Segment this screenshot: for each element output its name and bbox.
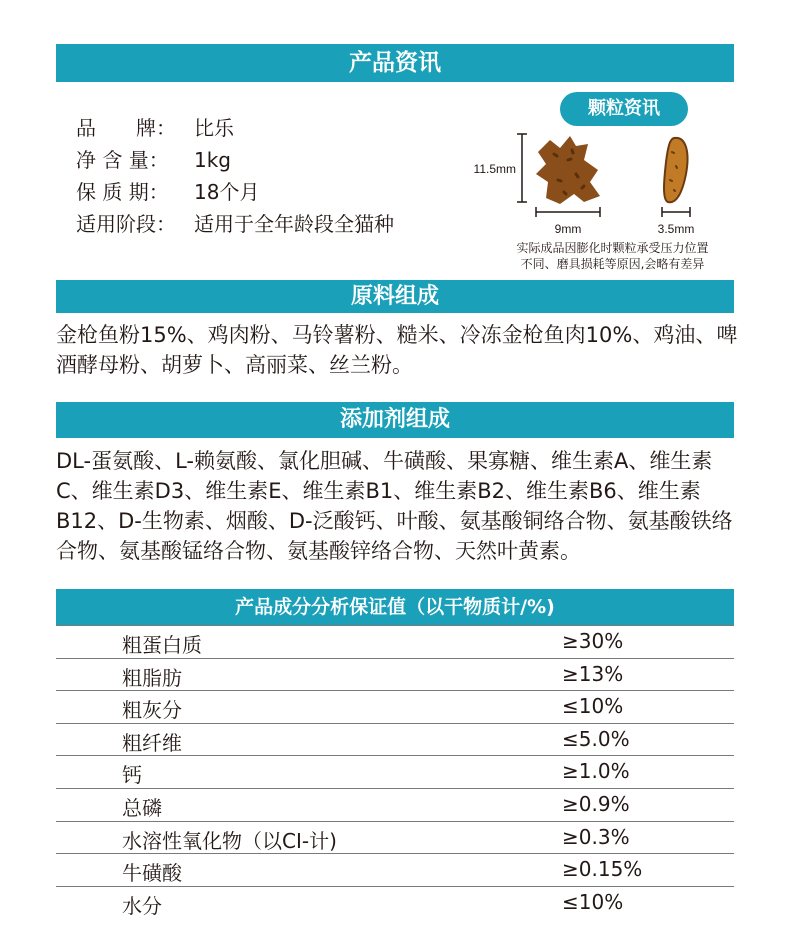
- nutrient-name: 粗灰分: [122, 698, 182, 723]
- nutrient-value: ≥13%: [562, 661, 624, 686]
- granule-info-badge: 颗粒资讯: [560, 92, 688, 126]
- info-value: 适用于全年龄段全猫种: [194, 212, 394, 236]
- table-row: [56, 854, 734, 887]
- product-info-header: 产品资讯: [56, 44, 734, 82]
- nutrient-name: 水分: [122, 893, 162, 918]
- info-row-shelf-life: [76, 177, 259, 207]
- ingredients-text: 金枪鱼粉15%、鸡肉粉、马铃薯粉、糙米、冷冻金枪鱼肉10%、鸡油、啤酒酵母粉、胡萝卜、高丽菜、丝兰粉。: [56, 323, 738, 377]
- width-label: 9mm: [554, 222, 582, 236]
- nutrient-value: ≤10%: [562, 694, 624, 719]
- nutrient-name: 粗纤维: [122, 730, 182, 755]
- nutrient-name: 粗蛋白质: [122, 633, 202, 657]
- height-label: 11.5mm: [473, 162, 516, 176]
- nutrient-name: 水溶性氧化物（以CI-计): [122, 828, 337, 853]
- thickness-label: 3.5mm: [657, 222, 695, 236]
- table-row: [56, 887, 734, 919]
- info-row-brand: [76, 113, 234, 143]
- analysis-header: 产品成分分析保证值（以干物质计/%): [56, 589, 734, 625]
- info-value: 1kg: [194, 148, 232, 172]
- analysis-table: [56, 625, 734, 918]
- table-row: [56, 756, 734, 789]
- table-row: [56, 625, 734, 659]
- table-row: [56, 659, 734, 692]
- table-row: [56, 822, 734, 855]
- info-value: 18个月: [194, 180, 260, 204]
- star-kibble-icon: [536, 136, 600, 204]
- granule-note-line1: 实际成品因膨化时颗粒承受压力位置: [516, 241, 709, 255]
- nutrient-value: ≥1.0%: [562, 759, 630, 784]
- table-row: [56, 789, 734, 822]
- nutrient-value: ≤10%: [562, 889, 624, 914]
- nutrient-value: ≥0.9%: [562, 791, 630, 816]
- nutrient-name: 牛磺酸: [122, 861, 182, 886]
- granule-note-line2: 不同、磨具损耗等原因,会略有差异: [520, 257, 705, 271]
- additives-header: 添加剂组成: [56, 402, 734, 438]
- table-row: [56, 724, 734, 757]
- kibble-illustration: [450, 130, 750, 242]
- nutrient-value: ≥0.15%: [562, 857, 643, 882]
- side-kibble-icon: [664, 138, 688, 202]
- info-row-life-stage: [76, 209, 394, 239]
- nutrient-value: ≥0.3%: [562, 824, 630, 849]
- nutrient-name: 钙: [122, 763, 142, 788]
- nutrient-name: 总磷: [122, 795, 162, 820]
- info-label: 净 含 量：: [76, 148, 169, 172]
- info-label: 适用阶段：: [76, 212, 176, 236]
- info-label: 保 质 期：: [76, 180, 169, 204]
- nutrient-value: ≤5.0%: [562, 726, 630, 751]
- additives-text: DL-蛋氨酸、L-赖氨酸、氯化胆碱、牛磺酸、果寡糖、维生素A、维生素C、维生素D3、维生素E、维生素B1、维生素B2、维生素B6、维生素B12、D-生物素、烟酸、D-泛酸钙、叶酸、氨基酸铜络合物、氨基酸铁络合物、氨基酸锰络合物、氨基酸锌络合物、天然叶黄素。: [56, 449, 733, 563]
- ingredients-header: 原料组成: [56, 280, 734, 313]
- table-row: [56, 691, 734, 724]
- nutrient-value: ≥30%: [562, 629, 624, 653]
- info-label: 品 牌：: [76, 116, 176, 140]
- info-row-net-weight: [76, 145, 231, 175]
- nutrient-name: 粗脂肪: [122, 665, 182, 690]
- info-value: 比乐: [194, 116, 234, 140]
